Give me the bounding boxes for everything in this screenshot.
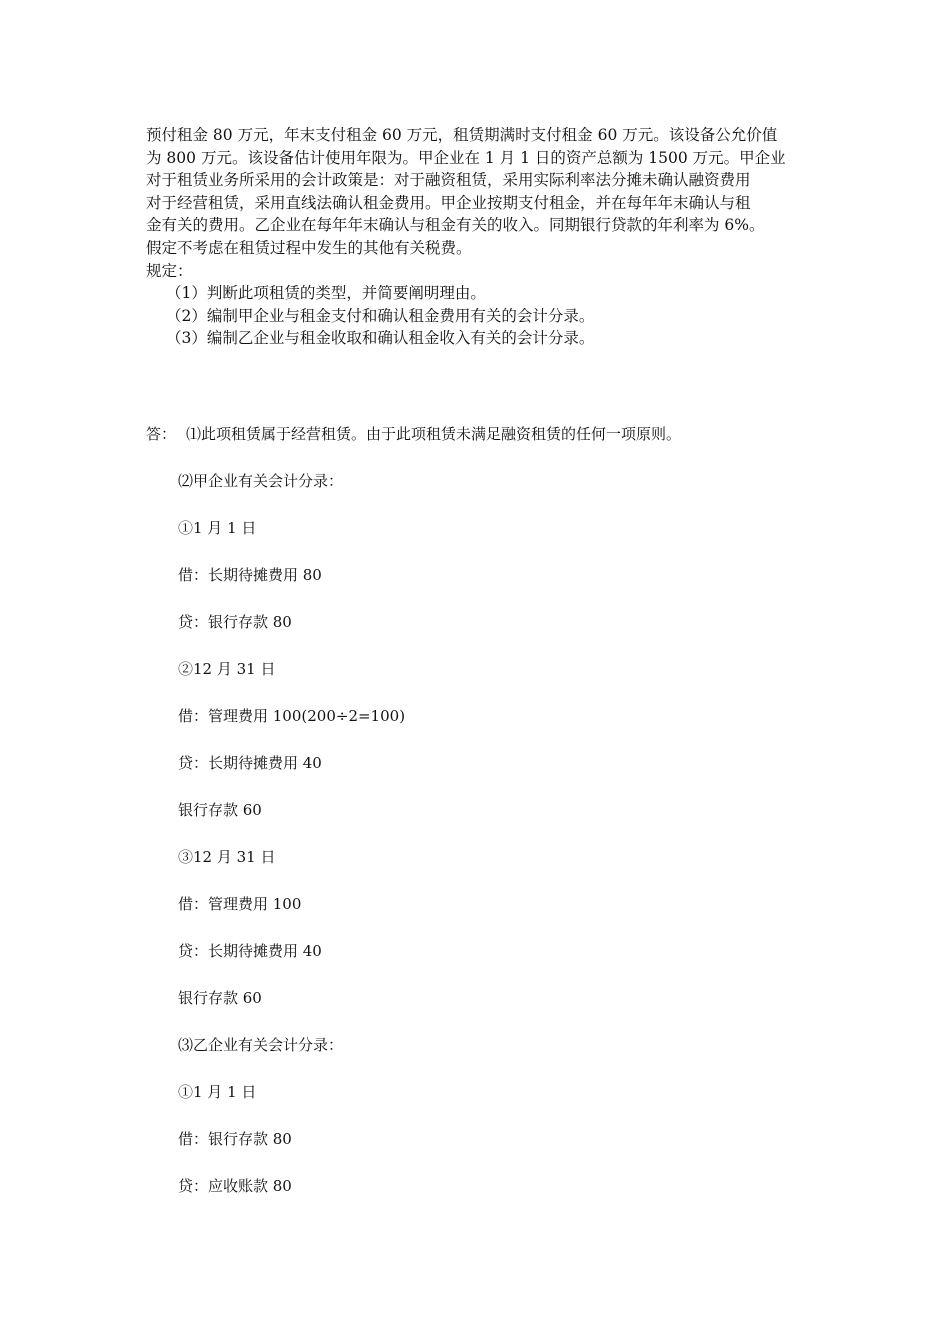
answer-line: ⑶乙企业有关会计分录： (178, 1036, 344, 1054)
question-text (146, 124, 816, 350)
question-line: 预付租金 80 万元，年末支付租金 60 万元，租赁期满时支付租金 60 万元。该设备公允价值 (146, 126, 778, 144)
answer-line: 借：长期待摊费用 80 (178, 566, 322, 584)
answer-line: 贷：银行存款 80 (178, 613, 292, 631)
answer-line: ⑴此项租赁属于经营租赁。由于此项租赁未满足融资租赁的任何一项原则。 (186, 425, 682, 443)
answer-line: 借：银行存款 80 (178, 1130, 292, 1148)
answer-line: 银行存款 60 (178, 801, 262, 819)
answer-line: 贷：长期待摊费用 40 (178, 942, 322, 960)
answer-line: 借：管理费用 100(200÷2=100) (178, 707, 406, 725)
answer-line: 贷：应收账款 80 (178, 1177, 292, 1195)
question-line: 假定不考虑在租赁过程中发生的其他有关税费。 (146, 238, 472, 257)
answer-line: 银行存款 60 (178, 989, 262, 1007)
requirement-item: （1）判断此项租赁的类型，并简要阐明理由。 (166, 284, 486, 303)
answer-line: ③12 月 31 日 (178, 848, 276, 866)
requirement-item: （3）编制乙企业与租金收取和确认租金收入有关的会计分录。 (166, 329, 595, 348)
question-line: 对于租赁业务所采用的会计政策是：对于融资租赁，采用实际利率法分摊未确认融资费用 (146, 171, 751, 190)
answer-line: ⑵甲企业有关会计分录： (178, 472, 344, 490)
requirements-heading: 规定： (146, 261, 193, 280)
answer-line: 借：管理费用 100 (178, 895, 302, 913)
answer-line: ①1 月 1 日 (178, 519, 257, 537)
requirement-item: （2）编制甲企业与租金支付和确认租金费用有关的会计分录。 (166, 306, 595, 325)
question-line: 为 800 万元。该设备估计使用年限为。甲企业在 1 月 1 日的资产总额为 1500 万元。甲企业 (146, 148, 786, 167)
question-line: 金有关的费用。乙企业在每年年末确认与租金有关的收入。同期银行贷款的年利率为 6%。 (146, 216, 765, 235)
answer-line: ①1 月 1 日 (178, 1083, 257, 1101)
answer-line: ②12 月 31 日 (178, 660, 276, 678)
question-line: 对于经营租赁，采用直线法确认租金费用。甲企业按期支付租金，并在每年年末确认与租 (146, 193, 751, 212)
answer-label: 答： (146, 425, 177, 443)
answer-line: 贷：长期待摊费用 40 (178, 754, 322, 772)
